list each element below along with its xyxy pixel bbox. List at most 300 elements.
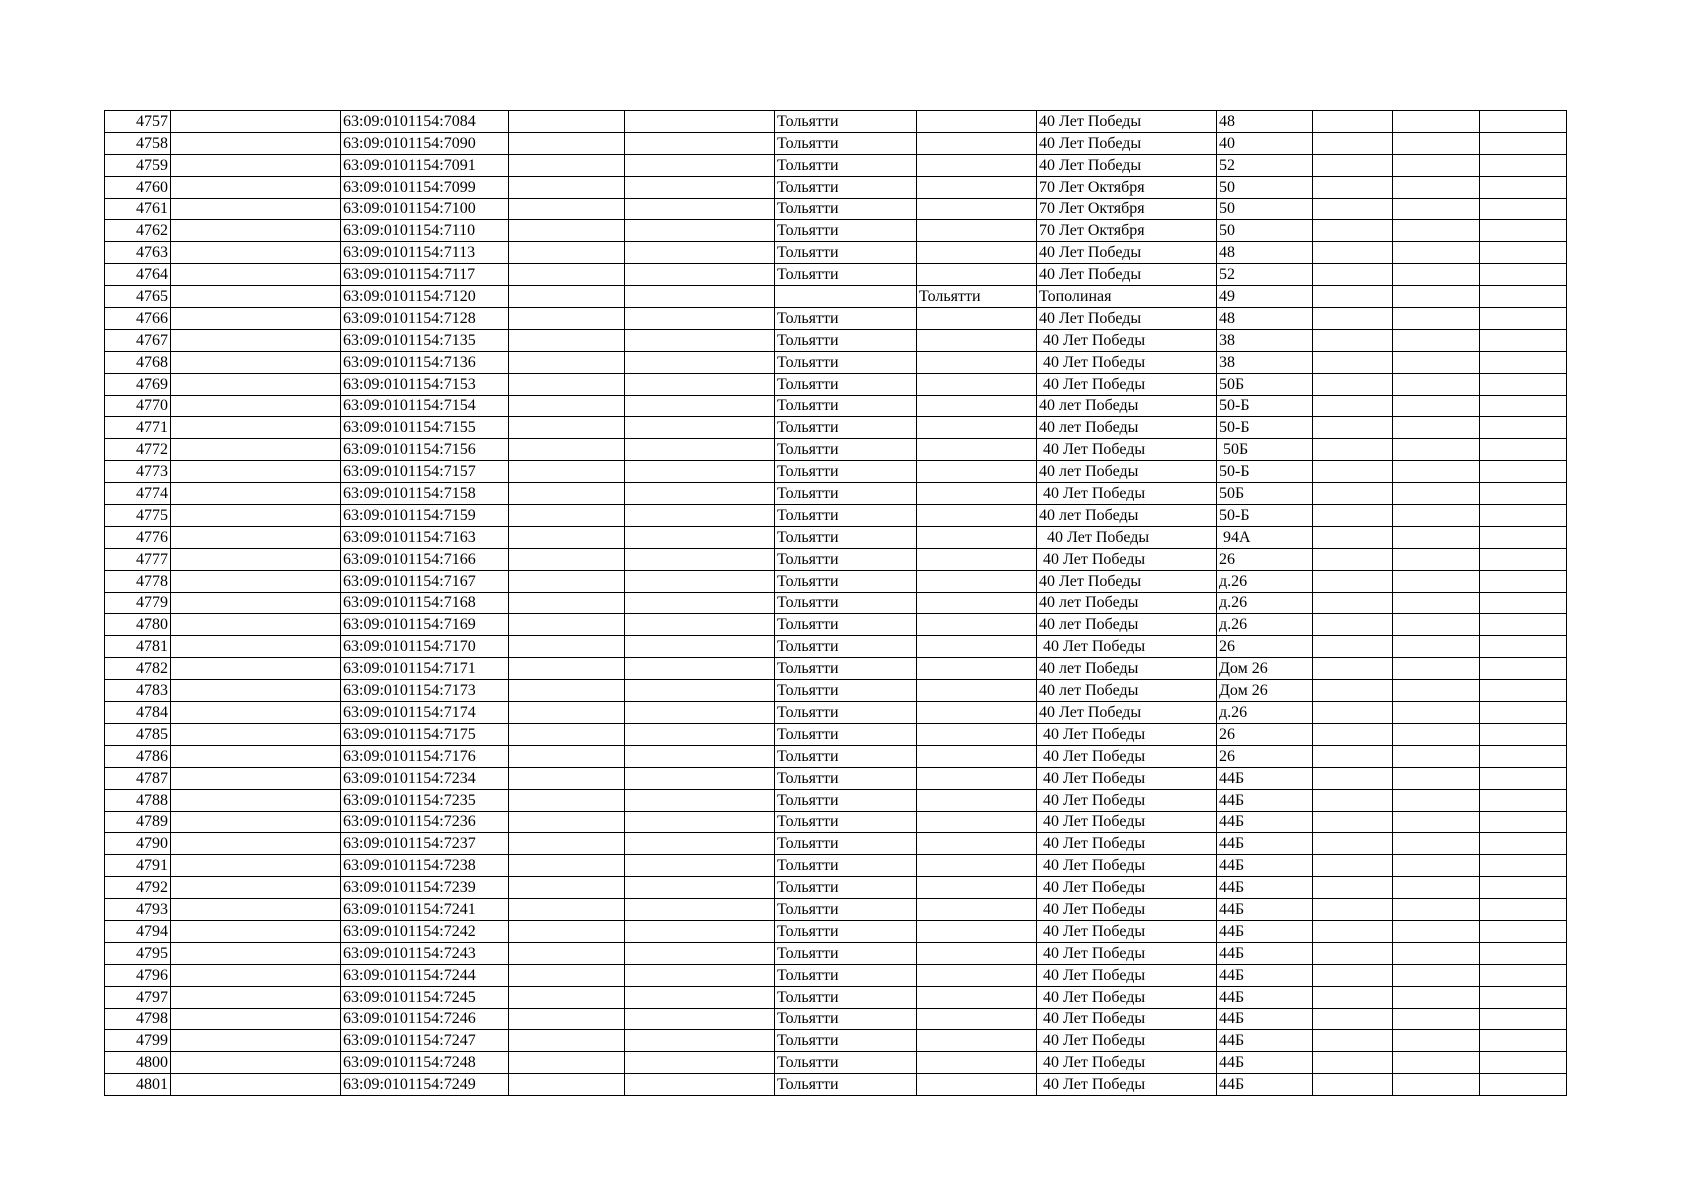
street-cell: 40 Лет Победы <box>1037 132 1217 154</box>
city-cell: Тольятти <box>775 855 917 877</box>
empty-cell <box>625 899 775 921</box>
street-cell: 40 Лет Победы <box>1037 548 1217 570</box>
empty-cell <box>171 899 341 921</box>
cadastral-number-cell: 63:09:0101154:7090 <box>341 132 509 154</box>
empty-cell <box>1313 264 1393 286</box>
empty-cell <box>1480 811 1567 833</box>
street-cell: 40 Лет Победы <box>1037 264 1217 286</box>
cadastral-number-cell: 63:09:0101154:7241 <box>341 899 509 921</box>
street-cell: 40 Лет Победы <box>1037 154 1217 176</box>
table-row <box>105 942 1567 964</box>
empty-cell <box>1393 1074 1480 1096</box>
street-cell: 40 лет Победы <box>1037 417 1217 439</box>
cadastral-number-cell: 63:09:0101154:7175 <box>341 723 509 745</box>
street-cell: 40 Лет Победы <box>1037 329 1217 351</box>
row-number-cell: 4768 <box>105 351 171 373</box>
house-number-cell: 50-Б <box>1217 417 1313 439</box>
cadastral-number-cell: 63:09:0101154:7237 <box>341 833 509 855</box>
empty-cell <box>171 154 341 176</box>
empty-cell <box>171 658 341 680</box>
locality-cell <box>917 636 1037 658</box>
empty-cell <box>509 286 625 308</box>
empty-cell <box>509 351 625 373</box>
table-row <box>105 723 1567 745</box>
street-cell: 40 Лет Победы <box>1037 439 1217 461</box>
table-row <box>105 505 1567 527</box>
empty-cell <box>1480 1052 1567 1074</box>
house-number-cell: 50Б <box>1217 483 1313 505</box>
empty-cell <box>509 395 625 417</box>
empty-cell <box>171 198 341 220</box>
row-number-cell: 4767 <box>105 329 171 351</box>
street-cell: 40 Лет Победы <box>1037 483 1217 505</box>
empty-cell <box>1313 220 1393 242</box>
house-number-cell: д.26 <box>1217 614 1313 636</box>
cadastral-number-cell: 63:09:0101154:7244 <box>341 964 509 986</box>
house-number-cell: д.26 <box>1217 570 1313 592</box>
empty-cell <box>171 329 341 351</box>
empty-cell <box>509 1052 625 1074</box>
empty-cell <box>1313 855 1393 877</box>
empty-cell <box>1313 877 1393 899</box>
empty-cell <box>171 220 341 242</box>
city-cell: Тольятти <box>775 680 917 702</box>
table-row <box>105 745 1567 767</box>
empty-cell <box>171 548 341 570</box>
table-row <box>105 286 1567 308</box>
cadastral-number-cell: 63:09:0101154:7113 <box>341 242 509 264</box>
empty-cell <box>1480 1030 1567 1052</box>
cadastral-number-cell: 63:09:0101154:7099 <box>341 176 509 198</box>
empty-cell <box>1480 723 1567 745</box>
house-number-cell: 50 <box>1217 198 1313 220</box>
empty-cell <box>1313 570 1393 592</box>
table-row <box>105 1052 1567 1074</box>
city-cell: Тольятти <box>775 439 917 461</box>
house-number-cell: 38 <box>1217 351 1313 373</box>
empty-cell <box>509 702 625 724</box>
city-cell: Тольятти <box>775 702 917 724</box>
row-number-cell: 4779 <box>105 592 171 614</box>
street-cell: 40 Лет Победы <box>1037 789 1217 811</box>
cadastral-number-cell: 63:09:0101154:7120 <box>341 286 509 308</box>
row-number-cell: 4792 <box>105 877 171 899</box>
locality-cell <box>917 614 1037 636</box>
empty-cell <box>1313 986 1393 1008</box>
cadastral-number-cell: 63:09:0101154:7245 <box>341 986 509 1008</box>
house-number-cell: 44Б <box>1217 986 1313 1008</box>
empty-cell <box>1480 920 1567 942</box>
table-row <box>105 636 1567 658</box>
empty-cell <box>1393 111 1480 133</box>
empty-cell <box>509 439 625 461</box>
city-cell: Тольятти <box>775 395 917 417</box>
empty-cell <box>1393 920 1480 942</box>
empty-cell <box>625 789 775 811</box>
empty-cell <box>1393 636 1480 658</box>
cadastral-number-cell: 63:09:0101154:7158 <box>341 483 509 505</box>
cadastral-number-cell: 63:09:0101154:7239 <box>341 877 509 899</box>
empty-cell <box>1480 1008 1567 1030</box>
empty-cell <box>1480 570 1567 592</box>
city-cell: Тольятти <box>775 811 917 833</box>
empty-cell <box>1393 723 1480 745</box>
empty-cell <box>1393 132 1480 154</box>
empty-cell <box>1393 811 1480 833</box>
city-cell: Тольятти <box>775 745 917 767</box>
empty-cell <box>171 439 341 461</box>
city-cell: Тольятти <box>775 242 917 264</box>
locality-cell <box>917 483 1037 505</box>
cadastral-number-cell: 63:09:0101154:7155 <box>341 417 509 439</box>
city-cell: Тольятти <box>775 723 917 745</box>
empty-cell <box>1313 767 1393 789</box>
empty-cell <box>509 899 625 921</box>
empty-cell <box>625 877 775 899</box>
row-number-cell: 4778 <box>105 570 171 592</box>
empty-cell <box>1393 483 1480 505</box>
locality-cell <box>917 329 1037 351</box>
empty-cell <box>1313 592 1393 614</box>
empty-cell <box>171 920 341 942</box>
row-number-cell: 4773 <box>105 461 171 483</box>
empty-cell <box>1480 417 1567 439</box>
empty-cell <box>509 789 625 811</box>
empty-cell <box>171 132 341 154</box>
empty-cell <box>1393 680 1480 702</box>
house-number-cell: 44Б <box>1217 789 1313 811</box>
empty-cell <box>1480 220 1567 242</box>
street-cell: 40 Лет Победы <box>1037 308 1217 330</box>
empty-cell <box>509 111 625 133</box>
empty-cell <box>1393 351 1480 373</box>
city-cell: Тольятти <box>775 570 917 592</box>
cadastral-number-cell: 63:09:0101154:7246 <box>341 1008 509 1030</box>
empty-cell <box>509 548 625 570</box>
locality-cell <box>917 986 1037 1008</box>
cadastral-number-cell: 63:09:0101154:7176 <box>341 745 509 767</box>
house-number-cell: 44Б <box>1217 1052 1313 1074</box>
locality-cell <box>917 154 1037 176</box>
empty-cell <box>171 111 341 133</box>
row-number-cell: 4783 <box>105 680 171 702</box>
empty-cell <box>1393 176 1480 198</box>
locality-cell <box>917 658 1037 680</box>
empty-cell <box>1393 505 1480 527</box>
house-number-cell: Дом 26 <box>1217 680 1313 702</box>
cadastral-number-cell: 63:09:0101154:7168 <box>341 592 509 614</box>
locality-cell <box>917 942 1037 964</box>
empty-cell <box>171 1030 341 1052</box>
house-number-cell: д.26 <box>1217 592 1313 614</box>
empty-cell <box>1393 242 1480 264</box>
street-cell: 40 Лет Победы <box>1037 986 1217 1008</box>
empty-cell <box>509 329 625 351</box>
empty-cell <box>1313 811 1393 833</box>
empty-cell <box>1313 505 1393 527</box>
cadastral-number-cell: 63:09:0101154:7174 <box>341 702 509 724</box>
locality-cell <box>917 351 1037 373</box>
table-row <box>105 154 1567 176</box>
locality-cell <box>917 461 1037 483</box>
empty-cell <box>625 767 775 789</box>
row-number-cell: 4777 <box>105 548 171 570</box>
empty-cell <box>509 483 625 505</box>
empty-cell <box>1393 964 1480 986</box>
city-cell: Тольятти <box>775 220 917 242</box>
empty-cell <box>1393 877 1480 899</box>
empty-cell <box>1480 680 1567 702</box>
empty-cell <box>171 767 341 789</box>
empty-cell <box>1313 417 1393 439</box>
row-number-cell: 4798 <box>105 1008 171 1030</box>
empty-cell <box>625 723 775 745</box>
empty-cell <box>1480 526 1567 548</box>
city-cell: Тольятти <box>775 964 917 986</box>
house-number-cell: 52 <box>1217 264 1313 286</box>
city-cell: Тольятти <box>775 132 917 154</box>
empty-cell <box>1480 745 1567 767</box>
empty-cell <box>625 833 775 855</box>
street-cell: 40 Лет Победы <box>1037 920 1217 942</box>
row-number-cell: 4770 <box>105 395 171 417</box>
city-cell: Тольятти <box>775 264 917 286</box>
locality-cell <box>917 877 1037 899</box>
street-cell: 40 Лет Победы <box>1037 373 1217 395</box>
empty-cell <box>1480 614 1567 636</box>
empty-cell <box>509 176 625 198</box>
locality-cell <box>917 373 1037 395</box>
empty-cell <box>625 745 775 767</box>
city-cell <box>775 286 917 308</box>
table-row <box>105 548 1567 570</box>
locality-cell <box>917 176 1037 198</box>
row-number-cell: 4800 <box>105 1052 171 1074</box>
city-cell: Тольятти <box>775 877 917 899</box>
empty-cell <box>509 264 625 286</box>
empty-cell <box>509 373 625 395</box>
empty-cell <box>1393 548 1480 570</box>
city-cell: Тольятти <box>775 373 917 395</box>
empty-cell <box>1313 483 1393 505</box>
cadastral-number-cell: 63:09:0101154:7084 <box>341 111 509 133</box>
row-number-cell: 4771 <box>105 417 171 439</box>
city-cell: Тольятти <box>775 592 917 614</box>
row-number-cell: 4787 <box>105 767 171 789</box>
empty-cell <box>1393 439 1480 461</box>
locality-cell <box>917 242 1037 264</box>
table-row <box>105 198 1567 220</box>
empty-cell <box>625 811 775 833</box>
empty-cell <box>625 308 775 330</box>
empty-cell <box>1393 570 1480 592</box>
empty-cell <box>1393 986 1480 1008</box>
empty-cell <box>171 964 341 986</box>
empty-cell <box>1480 986 1567 1008</box>
empty-cell <box>171 1074 341 1096</box>
table-row <box>105 373 1567 395</box>
empty-cell <box>509 1030 625 1052</box>
house-number-cell: 26 <box>1217 636 1313 658</box>
locality-cell <box>917 505 1037 527</box>
cadastral-number-cell: 63:09:0101154:7238 <box>341 855 509 877</box>
cadastral-number-cell: 63:09:0101154:7154 <box>341 395 509 417</box>
locality-cell <box>917 439 1037 461</box>
house-number-cell: 44Б <box>1217 1074 1313 1096</box>
street-cell: 40 Лет Победы <box>1037 767 1217 789</box>
table-row <box>105 111 1567 133</box>
row-number-cell: 4760 <box>105 176 171 198</box>
empty-cell <box>1393 767 1480 789</box>
empty-cell <box>1480 198 1567 220</box>
cadastral-number-cell: 63:09:0101154:7243 <box>341 942 509 964</box>
table-row <box>105 986 1567 1008</box>
locality-cell <box>917 680 1037 702</box>
row-number-cell: 4791 <box>105 855 171 877</box>
empty-cell <box>509 658 625 680</box>
locality-cell <box>917 789 1037 811</box>
locality-cell <box>917 264 1037 286</box>
empty-cell <box>625 526 775 548</box>
empty-cell <box>1480 176 1567 198</box>
city-cell: Тольятти <box>775 483 917 505</box>
empty-cell <box>171 286 341 308</box>
table-row <box>105 702 1567 724</box>
empty-cell <box>1393 745 1480 767</box>
empty-cell <box>1393 1052 1480 1074</box>
row-number-cell: 4793 <box>105 899 171 921</box>
locality-cell <box>917 920 1037 942</box>
empty-cell <box>1313 745 1393 767</box>
empty-cell <box>1313 658 1393 680</box>
empty-cell <box>1313 395 1393 417</box>
empty-cell <box>171 526 341 548</box>
empty-cell <box>1313 614 1393 636</box>
table-row <box>105 132 1567 154</box>
empty-cell <box>171 833 341 855</box>
empty-cell <box>625 636 775 658</box>
house-number-cell: 50 <box>1217 176 1313 198</box>
empty-cell <box>509 942 625 964</box>
empty-cell <box>1480 132 1567 154</box>
empty-cell <box>171 942 341 964</box>
street-cell: 40 Лет Победы <box>1037 702 1217 724</box>
row-number-cell: 4762 <box>105 220 171 242</box>
empty-cell <box>1313 636 1393 658</box>
row-number-cell: 4786 <box>105 745 171 767</box>
empty-cell <box>1480 702 1567 724</box>
empty-cell <box>625 264 775 286</box>
table-row <box>105 680 1567 702</box>
empty-cell <box>625 505 775 527</box>
empty-cell <box>171 351 341 373</box>
row-number-cell: 4782 <box>105 658 171 680</box>
house-number-cell: 44Б <box>1217 767 1313 789</box>
empty-cell <box>1393 789 1480 811</box>
empty-cell <box>1480 899 1567 921</box>
empty-cell <box>509 132 625 154</box>
street-cell: 40 Лет Победы <box>1037 242 1217 264</box>
empty-cell <box>171 636 341 658</box>
locality-cell <box>917 132 1037 154</box>
empty-cell <box>171 855 341 877</box>
empty-cell <box>1480 877 1567 899</box>
cadastral-number-cell: 63:09:0101154:7156 <box>341 439 509 461</box>
empty-cell <box>1480 395 1567 417</box>
house-number-cell: 50 <box>1217 220 1313 242</box>
empty-cell <box>171 570 341 592</box>
row-number-cell: 4781 <box>105 636 171 658</box>
empty-cell <box>509 526 625 548</box>
row-number-cell: 4796 <box>105 964 171 986</box>
table-row <box>105 570 1567 592</box>
row-number-cell: 4769 <box>105 373 171 395</box>
empty-cell <box>171 877 341 899</box>
locality-cell <box>917 220 1037 242</box>
row-number-cell: 4761 <box>105 198 171 220</box>
city-cell: Тольятти <box>775 351 917 373</box>
empty-cell <box>625 1074 775 1096</box>
city-cell: Тольятти <box>775 505 917 527</box>
empty-cell <box>1393 373 1480 395</box>
street-cell: 40 лет Победы <box>1037 395 1217 417</box>
house-number-cell: 48 <box>1217 242 1313 264</box>
city-cell: Тольятти <box>775 767 917 789</box>
table-row <box>105 614 1567 636</box>
empty-cell <box>1480 855 1567 877</box>
empty-cell <box>625 680 775 702</box>
empty-cell <box>1393 329 1480 351</box>
locality-cell <box>917 811 1037 833</box>
table-row <box>105 526 1567 548</box>
empty-cell <box>625 351 775 373</box>
empty-cell <box>509 855 625 877</box>
empty-cell <box>1313 526 1393 548</box>
empty-cell <box>1393 395 1480 417</box>
empty-cell <box>1480 548 1567 570</box>
city-cell: Тольятти <box>775 329 917 351</box>
locality-cell <box>917 1052 1037 1074</box>
empty-cell <box>1393 220 1480 242</box>
cadastral-number-cell: 63:09:0101154:7110 <box>341 220 509 242</box>
empty-cell <box>1313 373 1393 395</box>
empty-cell <box>625 461 775 483</box>
street-cell: 40 Лет Победы <box>1037 745 1217 767</box>
empty-cell <box>625 614 775 636</box>
locality-cell <box>917 1074 1037 1096</box>
cadastral-number-cell: 63:09:0101154:7157 <box>341 461 509 483</box>
house-number-cell: 50-Б <box>1217 461 1313 483</box>
row-number-cell: 4789 <box>105 811 171 833</box>
table-row <box>105 1008 1567 1030</box>
empty-cell <box>171 373 341 395</box>
empty-cell <box>1393 286 1480 308</box>
empty-cell <box>171 395 341 417</box>
house-number-cell: 40 <box>1217 132 1313 154</box>
empty-cell <box>1313 1008 1393 1030</box>
street-cell: 70 Лет Октября <box>1037 198 1217 220</box>
empty-cell <box>509 1008 625 1030</box>
locality-cell <box>917 111 1037 133</box>
empty-cell <box>171 680 341 702</box>
row-number-cell: 4795 <box>105 942 171 964</box>
cadastral-number-cell: 63:09:0101154:7173 <box>341 680 509 702</box>
cadastral-number-cell: 63:09:0101154:7136 <box>341 351 509 373</box>
street-cell: 70 Лет Октября <box>1037 176 1217 198</box>
street-cell: 40 лет Победы <box>1037 614 1217 636</box>
table-row <box>105 483 1567 505</box>
row-number-cell: 4794 <box>105 920 171 942</box>
